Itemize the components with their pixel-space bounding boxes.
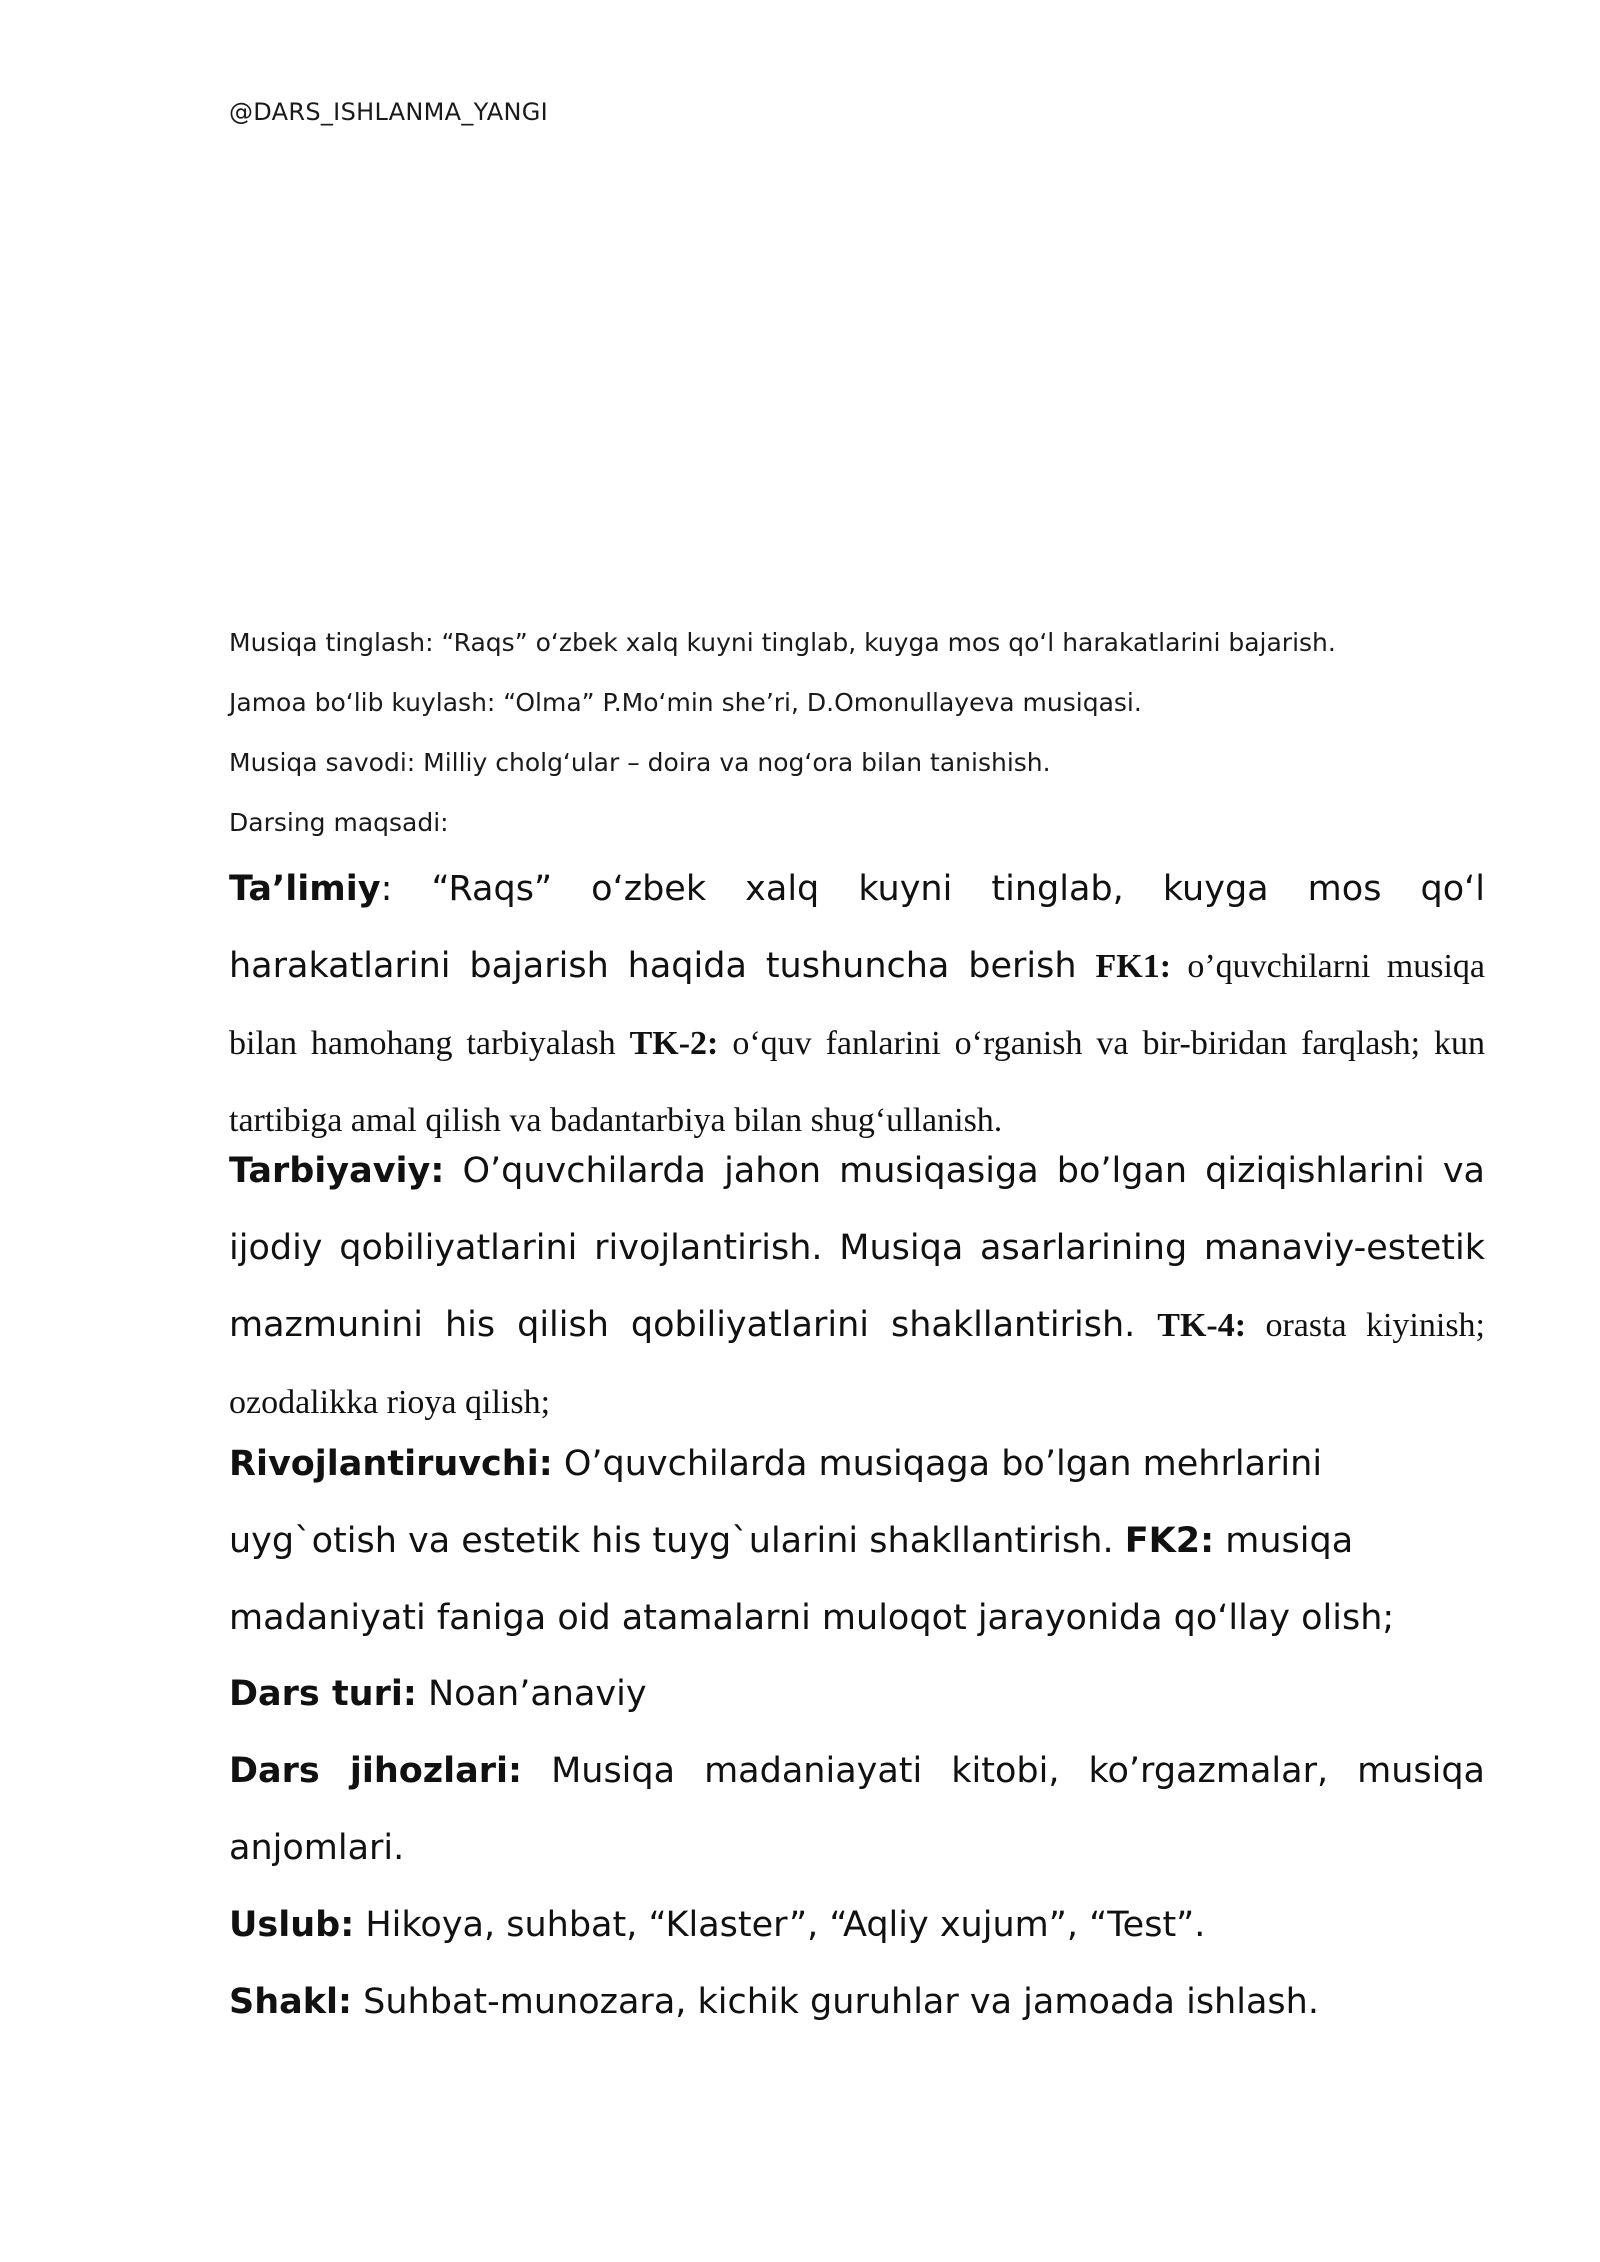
uslub-text: Hikoya, suhbat, “Klaster”, “Aqliy xujum”, “Test”. bbox=[354, 1905, 1206, 1945]
channel-header: @DARS_ISHLANMA_YANGI bbox=[229, 98, 549, 126]
shakl-label: Shakl: bbox=[229, 1982, 353, 2022]
intro-line-listening: Musiqa tinglash: “Raqs” oʻzbek xalq kuyni tinglab, kuyga mos qoʻl harakatlarini bajarish. bbox=[229, 628, 1336, 657]
rivojlantiruvchi-text: O’quvchilarda musiqaga bo’lgan mehrlarini uyg`otish va estetik his tuyg`ularini shakllantirish. bbox=[229, 1444, 1323, 1561]
dars-turi-label: Dars turi: bbox=[229, 1674, 417, 1714]
section-uslub bbox=[229, 1887, 1485, 1964]
dars-jihozlari-text: Musiqa madaniayati kitobi, ko’rgazmalar, musiqa anjomlari. bbox=[229, 1751, 1485, 1868]
fk1-text: o’quvchilarni musiqa bilan hamohang tarbiyalash bbox=[229, 948, 1485, 1062]
intro-line-singing: Jamoa boʻlib kuylash: “Olma” P.Moʻmin she’ri, D.Omonullayeva musiqasi. bbox=[229, 688, 1142, 717]
talimiy-label: Ta’limiy bbox=[229, 869, 381, 909]
fk1-label: FK1: bbox=[1095, 948, 1172, 985]
tk4-label: TK-4: bbox=[1157, 1307, 1247, 1344]
tk4-text: orasta kiyinish; ozodalikka rioya qilish; bbox=[229, 1307, 1485, 1421]
shakl-text: Suhbat-munozara, kichik guruhlar va jamoada ishlash. bbox=[352, 1982, 1319, 2022]
section-dars-jihozlari bbox=[229, 1733, 1485, 1887]
talimiy-text: “Raqs” o‘zbek xalq kuyni tinglab, kuyga mos qo‘l harakatlarini bajarish haqida tushuncha berish bbox=[229, 869, 1485, 986]
section-rivojlantiruvchi bbox=[229, 1426, 1485, 1657]
tk2-label: TK-2: bbox=[629, 1025, 719, 1062]
intro-line-literacy: Musiqa savodi: Milliy cholgʻular – doira va nogʻora bilan tanishish. bbox=[229, 748, 1051, 777]
section-tarbiyaviy bbox=[229, 1133, 1485, 1441]
talimiy-colon: : bbox=[380, 869, 432, 909]
tarbiyaviy-label: Tarbiyaviy: bbox=[229, 1151, 445, 1191]
section-shakl bbox=[229, 1964, 1485, 2041]
section-dars-turi bbox=[229, 1656, 1485, 1733]
fk2-label: FK2: bbox=[1124, 1521, 1215, 1561]
fk2-text: musiqa madaniyati faniga oid atamalarni muloqot jarayonida qoʻllay olish; bbox=[229, 1521, 1395, 1638]
rivojlantiruvchi-label: Rivojlantiruvchi: bbox=[229, 1444, 553, 1484]
tarbiyaviy-text: O’quvchilarda jahon musiqasiga bo’lgan qiziqishlarini va ijodiy qobiliyatlarini rivojlantirish. Musiqa asarlarining manaviy-estetik mazmunini his qilish qobiliyatlarini shakllantirish. bbox=[229, 1151, 1485, 1345]
tk2-text: oʻquv fanlarini oʻrganish va bir-biridan farqlash; kun tartibiga amal qilish va badantarbiya bilan shugʻullanish. bbox=[229, 1025, 1485, 1139]
uslub-label: Uslub: bbox=[229, 1905, 355, 1945]
intro-block bbox=[229, 627, 1489, 867]
dars-jihozlari-label: Dars jihozlari: bbox=[229, 1751, 523, 1791]
intro-line-goal: Darsing maqsadi: bbox=[229, 808, 449, 837]
section-talimiy bbox=[229, 851, 1485, 1159]
dars-turi-text: Noan’anaviy bbox=[416, 1674, 647, 1714]
